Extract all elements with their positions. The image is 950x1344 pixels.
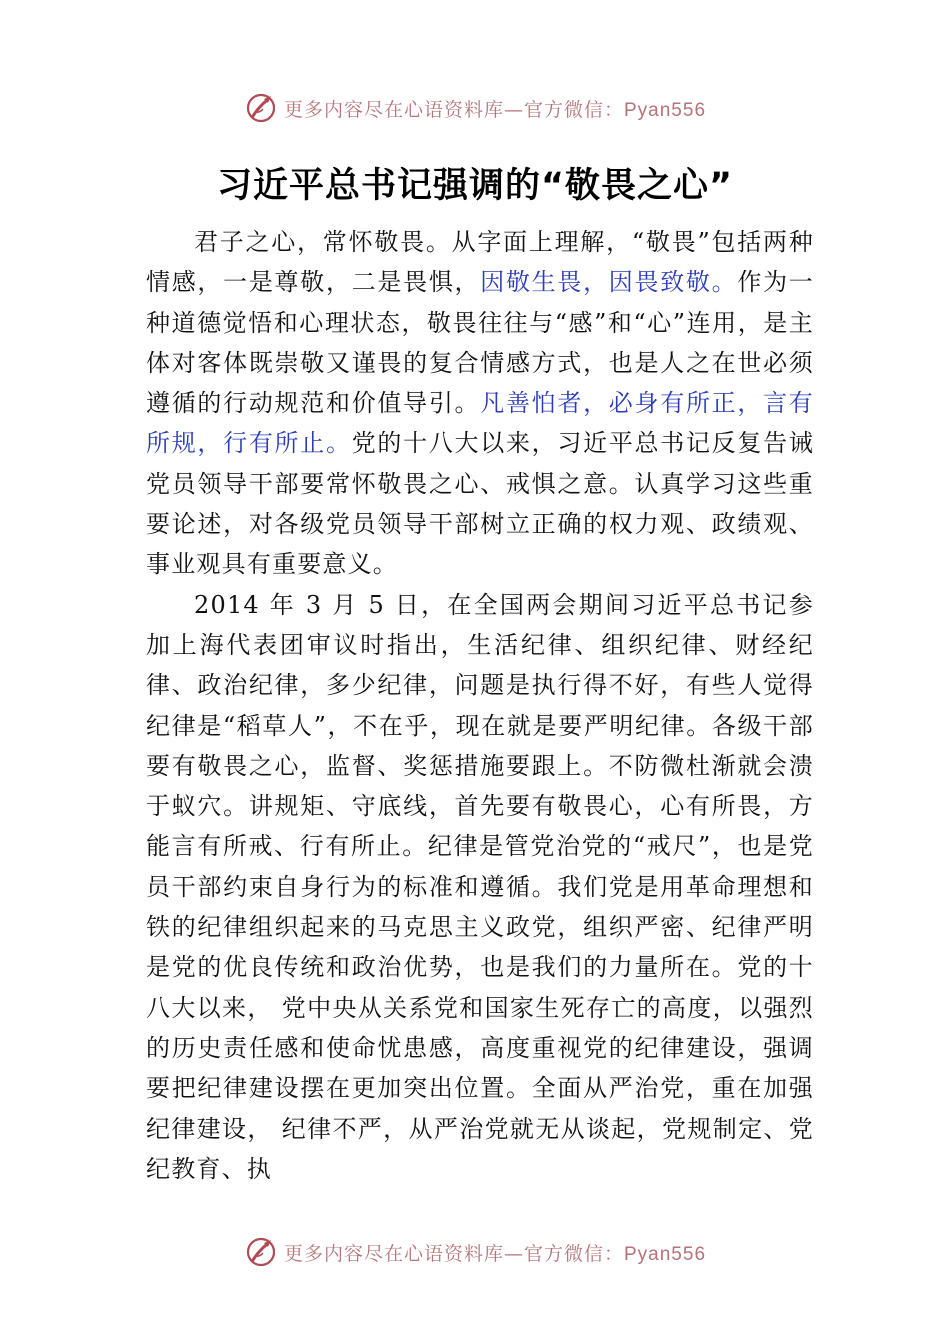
paragraph <box>146 585 814 1189</box>
header-banner <box>0 88 950 128</box>
banner-text: 更多内容尽在心语资料库—官方微信： <box>283 98 624 121</box>
banner-text: 更多内容尽在心语资料库—官方微信： <box>283 1242 624 1265</box>
highlighted-text: 凡善怕者，必身有所正，言有所规，行有所止。 <box>146 389 814 458</box>
paragraph <box>146 222 814 585</box>
article-body <box>146 222 814 1189</box>
banner-wechat-id: Pyan556 <box>624 99 707 121</box>
brush-logo-icon <box>244 91 278 125</box>
banner-wechat-id: Pyan556 <box>624 1243 707 1265</box>
paragraph-text: 君子之心，常怀敬畏。从字面上理解，“敬畏”包括两种情感，一是尊敬，二是畏惧， <box>146 228 814 297</box>
page-title: 习近平总书记强调的“敬畏之心” <box>216 166 733 206</box>
paragraph-text: 党的十八大以来，习近平总书记反复告诫党员领导干部要常怀敬畏之心、戒惧之意。认真学习这些重要论述，对各级党员领导干部树立正确的权力观、政绩观、 事业观具有重要意义。 <box>146 429 814 579</box>
paragraph-text: 2014 年 3 月 5 日，在全国两会期间习近平总书记参加上海代表团审议时指出，生活纪律、组织纪律、财经纪律、政治纪律，多少纪律，问题是执行得不好，有些人觉得纪律是“稻草人”，不在乎，现在就是要严明纪律。各级干部要有敬畏之心，监督、奖惩措施要跟上。不防微杜渐就会溃于蚁穴。讲规矩、守底线，首先要有敬畏心，心有所畏，方能言有所戒、行有所止。纪律是管党治党的“戒尺”，也是党员干部约束自身行为的标准和遵循。我们党是用革命理想和铁的纪律组织起来的马克思主义政党，组织严密、纪律严明是党的优良传统和政治优势，也是我们的力量所在。党的十八大以来， 党中央从关系党和国家生死存亡的高度，以强烈的历史责任感和使命忧患感，高度重视党的纪律建设，强调要把纪律建设摆在更加突出位置。全面从严治党，重在加强纪律建设， 纪律不严，从严治党就无从谈起，党规制定、党纪教育、执 <box>146 590 814 1183</box>
highlighted-text: 因敬生畏，因畏致敬。 <box>480 268 738 297</box>
paragraph-text: 作为一种道德觉悟和心理状态，敬畏往往与“感”和“心”连用，是主体对客体既崇敬又谨畏的复合情感方式，也是人之在世必须遵循的行动规范和价值导引。 <box>146 268 814 418</box>
brush-logo-icon <box>244 1235 278 1269</box>
footer-banner <box>0 1232 950 1272</box>
